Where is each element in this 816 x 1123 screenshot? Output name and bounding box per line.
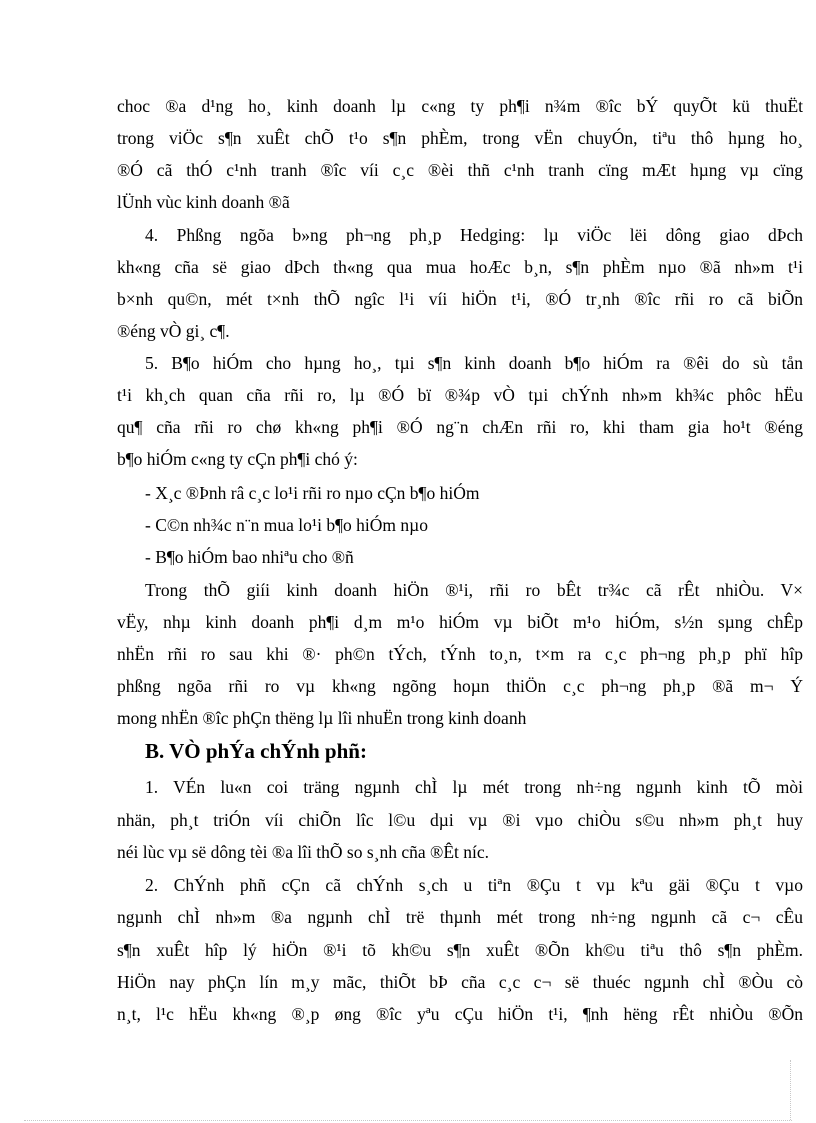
text-line: b¶o hiÓm c«ng ty cÇn ph¶i chó ý: xyxy=(117,449,358,469)
text-line: nhän, ph¸t triÓn víi chiÕn lîc l©u dµi vµ ®i vµo chiÒu s©u nh»m ph¸t huy xyxy=(117,810,803,830)
text-line: s¶n xuÊt hîp lý hiÖn ®¹i tõ kh©u s¶n xuÊt ®Õn kh©u tiªu thô s¶n phÈm. xyxy=(117,940,803,960)
section-heading: B. VÒ phÝa chÝnh phñ: xyxy=(145,739,367,763)
text-line: 4. Phßng ngõa b»ng ph¬ng ph¸p Hedging: lµ viÖc lëi dông giao dÞch xyxy=(145,225,803,245)
text-line: kh«ng cña së giao dÞch th«ng qua mua hoÆc b¸n, s¶n phÈm nµo ®ã nh»m t¹i xyxy=(117,257,803,277)
text-line: choc ®a d¹ng ho¸ kinh doanh lµ c«ng ty ph¶i n¾m ®îc bÝ quyÕt kü thuËt xyxy=(117,96,803,116)
text-line: Trong thÕ giíi kinh doanh hiÖn ®¹i, rñi ro bÊt tr¾c cã rÊt nhiÒu. V× xyxy=(145,580,803,600)
text-line: vËy, nhµ kinh doanh ph¶i d¸m m¹o hiÓm vµ biÕt m¹o hiÓm, s½n sµng chÊp xyxy=(117,612,803,632)
text-line: phßng ngõa rñi ro vµ kh«ng ngõng hoµn thiÖn c¸c ph¬ng ph¸p ®ã m¬ Ý xyxy=(117,676,803,696)
bullet-item: - X¸c ®Þnh râ c¸c lo¹i rñi ro nµo cÇn b¶o hiÓm xyxy=(145,483,480,503)
text-line: HiÖn nay phÇn lín m¸y mãc, thiÕt bÞ cña c¸c c¬ së thuéc ngµnh chÌ ®Òu cò xyxy=(117,972,803,992)
bullet-item: - C©n nh¾c n¨n mua lo¹i b¶o hiÓm nµo xyxy=(145,515,428,535)
text-line: ®Ó cã thÓ c¹nh tranh ®îc víi c¸c ®èi thñ c¹nh tranh cïng mÆt hµng vµ cïng xyxy=(117,160,803,180)
text-line: 5. B¶o hiÓm cho hµng ho¸, tµi s¶n kinh doanh b¶o hiÓm ra ®êi do sù tån xyxy=(145,353,803,373)
text-line: t¹i kh¸ch quan cña rñi ro, lµ ®Ó bï ®¾p vÒ tµi chÝnh nh»m kh¾c phôc hËu xyxy=(117,385,803,405)
text-line: néi lùc vµ së dông tèi ®a lîi thÕ so s¸nh cña ®Êt níc. xyxy=(117,842,490,862)
text-line: b×nh qu©n, mét t×nh thÕ ngîc l¹i víi hiÖn t¹i, ®Ó tr¸nh ®îc rñi ro cã biÕn xyxy=(117,289,803,309)
text-line: 2. ChÝnh phñ cÇn cã chÝnh s¸ch u tiªn ®Çu t vµ kªu gäi ®Çu t vµo xyxy=(145,875,803,895)
text-line: ®éng vÒ gi¸ c¶. xyxy=(117,321,230,341)
text-line: nhËn rñi ro sau khi ®· ph©n tÝch, tÝnh to¸n, t×m ra c¸c ph¬ng ph¸p phï hîp xyxy=(117,644,803,664)
bullet-item: - B¶o hiÓm bao nhiªu cho ®ñ xyxy=(145,547,354,567)
text-line: qu¶ cña rñi ro chø kh«ng ph¶i ®Ó ng¨n chÆn rñi ro, khi tham gia ho¹t ®éng xyxy=(117,417,803,437)
page-border-right xyxy=(790,1060,791,1120)
text-line: mong nhËn ®îc phÇn thëng lµ lîi nhuËn trong kinh doanh xyxy=(117,708,527,728)
text-line: n¸t, l¹c hËu kh«ng ®¸p øng ®îc yªu cÇu hiÖn t¹i, ¶nh hëng rÊt nhiÒu ®Õn xyxy=(117,1004,803,1024)
text-line: lÜnh vùc kinh doanh ®ã xyxy=(117,192,290,212)
page-border-bottom xyxy=(24,1120,792,1121)
text-line: 1. VÉn lu«n coi träng ngµnh chÌ lµ mét trong nh÷ng ngµnh kinh tÕ mòi xyxy=(145,777,803,797)
text-line: ngµnh chÌ nh»m ®a ngµnh chÌ trë thµnh mét trong nh÷ng ngµnh cã c¬ cÊu xyxy=(117,907,803,927)
text-line: trong viÖc s¶n xuÊt chÕ t¹o s¶n phÈm, trong vËn chuyÓn, tiªu thô hµng ho¸ xyxy=(117,128,803,148)
